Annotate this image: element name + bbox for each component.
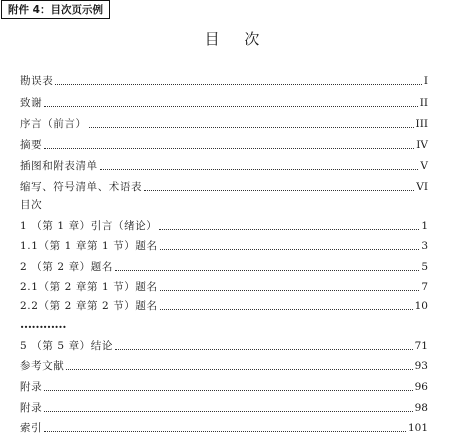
toc-entry-errata[interactable]: [20, 72, 428, 88]
toc-dot-leader: [115, 348, 413, 350]
toc-page-number: 101: [407, 422, 428, 434]
toc-dot-leader: [44, 410, 412, 412]
toc-dot-leader: [160, 308, 413, 310]
toc-page-number: 3: [421, 240, 428, 252]
toc-entry-chapter-1[interactable]: [20, 217, 428, 233]
toc-page-number: 1: [421, 220, 428, 232]
toc-entry-text: 致谢: [20, 97, 43, 109]
toc-entry-section-2-1[interactable]: [20, 278, 428, 294]
toc-entry-text: 缩写、符号清单、术语表: [20, 181, 143, 193]
toc-entry-appendix-2[interactable]: [20, 399, 428, 415]
toc-page-number: III: [415, 118, 428, 130]
toc-page-number: V: [420, 160, 428, 172]
toc-dot-leader: [115, 269, 419, 271]
toc-entry-conclusion[interactable]: [20, 337, 428, 353]
toc-dot-leader: [44, 389, 412, 391]
toc-dot-leader: [144, 189, 414, 191]
toc-dot-leader: [66, 368, 412, 370]
toc-entry-text: 索引: [20, 422, 43, 434]
toc-page-number: VI: [416, 181, 428, 193]
toc-entry-appendix-1[interactable]: [20, 378, 428, 394]
toc-entry-text: 2.1（第 2 章第 1 节）题名: [20, 281, 158, 293]
toc-entry-text: 摘要: [20, 139, 43, 151]
toc-page-number: 7: [421, 281, 428, 293]
toc-dot-leader: [55, 83, 422, 85]
toc-entry-chapter-2[interactable]: [20, 258, 428, 274]
toc-entry-text: 1 （第 1 章）引言（绪论）: [20, 220, 158, 232]
toc-entry-abstract[interactable]: [20, 136, 428, 152]
toc-dot-leader: [44, 147, 414, 149]
attachment-label: 附件 4：目次页示例: [1, 0, 110, 19]
toc-dot-leader: [159, 228, 419, 230]
toc-page-number: 10: [414, 300, 428, 312]
toc-entry-section-2-2[interactable]: [20, 297, 428, 313]
toc-dot-leader: [160, 248, 420, 250]
toc-page-number: 98: [414, 402, 428, 414]
toc-dot-leader: [160, 289, 420, 291]
toc-section-heading: 目次: [20, 199, 43, 211]
toc-entry-text: 勘误表: [20, 75, 54, 87]
toc-entry-text: 序言（前言）: [20, 118, 87, 130]
toc-entry-references[interactable]: [20, 357, 428, 373]
toc-entry-text: 参考文献: [20, 360, 65, 372]
toc-entry-abbreviations[interactable]: [20, 178, 428, 194]
toc-dot-leader: [89, 126, 414, 128]
toc-entry-text: 1.1（第 1 章第 1 节）题名: [20, 240, 158, 252]
toc-entry-preface[interactable]: [20, 115, 428, 131]
toc-dot-leader: [100, 168, 419, 170]
toc-dot-leader: [44, 430, 406, 432]
toc-dot-leader: [44, 105, 418, 107]
toc-entry-section-1-1[interactable]: [20, 237, 428, 253]
toc-entry-figures-tables[interactable]: [20, 157, 428, 173]
toc-page-number: I: [423, 75, 428, 87]
toc-page-number: 71: [414, 340, 428, 352]
toc-page-number: 96: [414, 381, 428, 393]
toc-entry-text: 附录: [20, 381, 43, 393]
toc-page-number: IV: [416, 139, 428, 151]
toc-entry-index[interactable]: [20, 419, 428, 435]
page-title: 目 次: [204, 30, 270, 48]
toc-page-number: 5: [421, 261, 428, 273]
toc-entry-text: 附录: [20, 402, 43, 414]
toc-entry-text: 5 （第 5 章）结论: [20, 340, 113, 352]
toc-entry-text: 插图和附表清单: [20, 160, 98, 172]
toc-page-number: II: [419, 97, 428, 109]
toc-entry-text: 2.2（第 2 章第 2 节）题名: [20, 300, 158, 312]
toc-page-number: 93: [414, 360, 428, 372]
toc-entry-text: 2 （第 2 章）题名: [20, 261, 113, 273]
toc-entry-acknowledgements[interactable]: [20, 94, 428, 110]
toc-ellipsis: …………: [20, 317, 66, 331]
